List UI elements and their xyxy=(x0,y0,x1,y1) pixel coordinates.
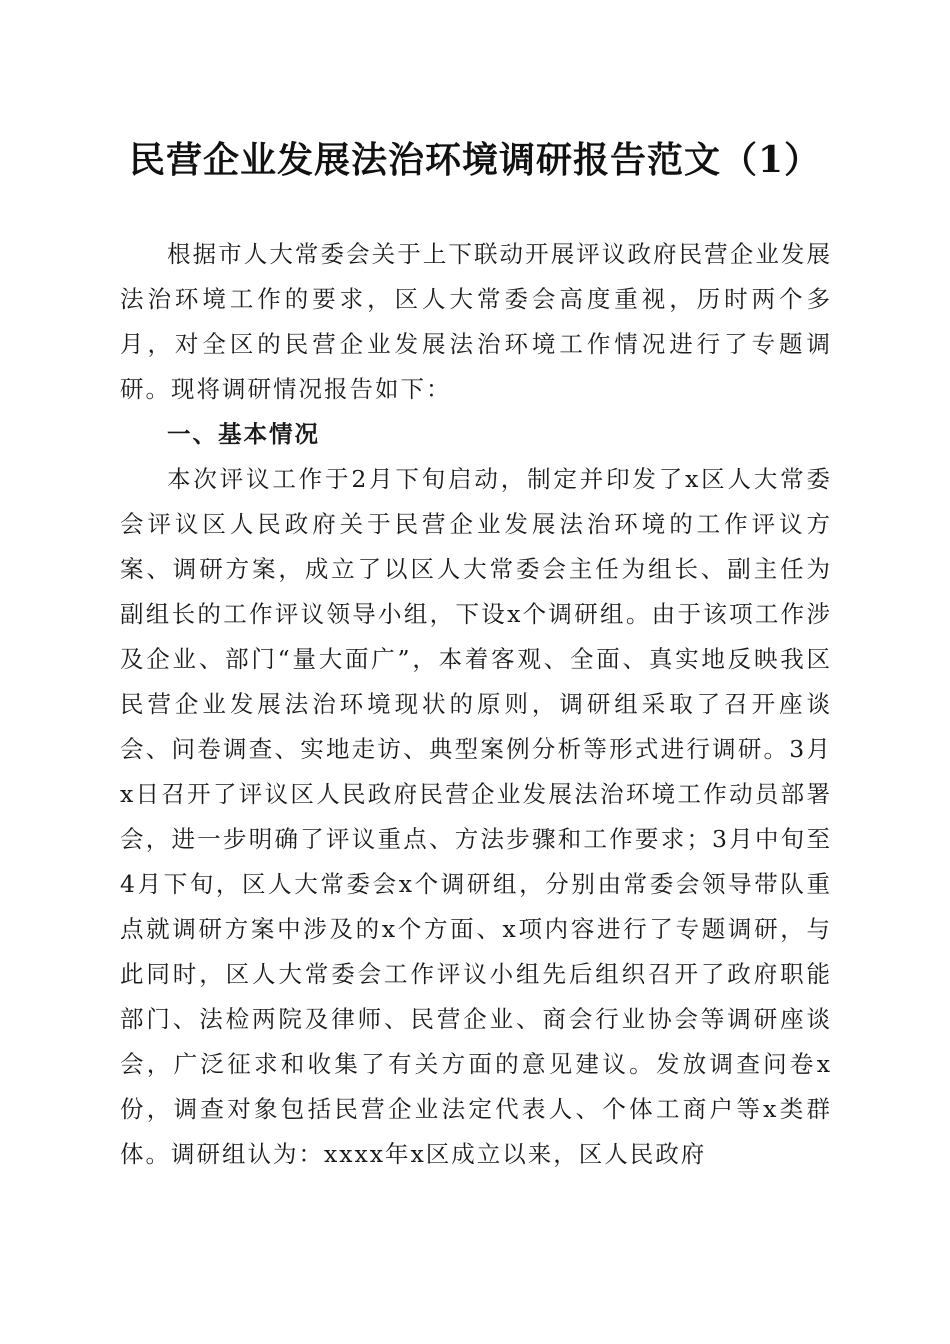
document-body xyxy=(120,232,832,1177)
intro-paragraph: 根据市人大常委会关于上下联动开展评议政府民营企业发展法治环境工作的要求，区人大常委会高度重视，历时两个多月，对全区的民营企业发展法治环境工作情况进行了专题调研。现将调研情况报告如下： xyxy=(120,240,832,403)
basic-situation-paragraph: 本次评议工作于2月下旬启动，制定并印发了x区人大常委会评议区人民政府关于民营企业发展法治环境的工作评议方案、调研方案，成立了以区人大常委会主任为组长、副主任为副组长的工作评议领导小组，下设x个调研组。由于该项工作涉及企业、部门“量大面广”，本着客观、全面、真实地反映我区民营企业发展法治环境现状的原则，调研组采取了召开座谈会、问卷调查、实地走访、典型案例分析等形式进行调研。3月x日召开了评议区人民政府民营企业发展法治环境工作动员部署会，进一步明确了评议重点、方法步骤和工作要求；3月中旬至4月下旬，区人大常委会x个调研组，分别由常委会领导带队重点就调研方案中涉及的x个方面、x项内容进行了专题调研，与此同时，区人大常委会工作评议小组先后组织召开了政府职能部门、法检两院及律师、民营企业、商会行业协会等调研座谈会，广泛征求和收集了有关方面的意见建议。发放调查问卷x份，调查对象包括民营企业法定代表人、个体工商户等x类群体。调研组认为：xxxx年x区成立以来，区人民政府 xyxy=(120,465,832,1168)
document-title: 民营企业发展法治环境调研报告范文（1） xyxy=(128,139,822,181)
section-heading-basic-situation: 一、基本情况 xyxy=(167,420,320,448)
